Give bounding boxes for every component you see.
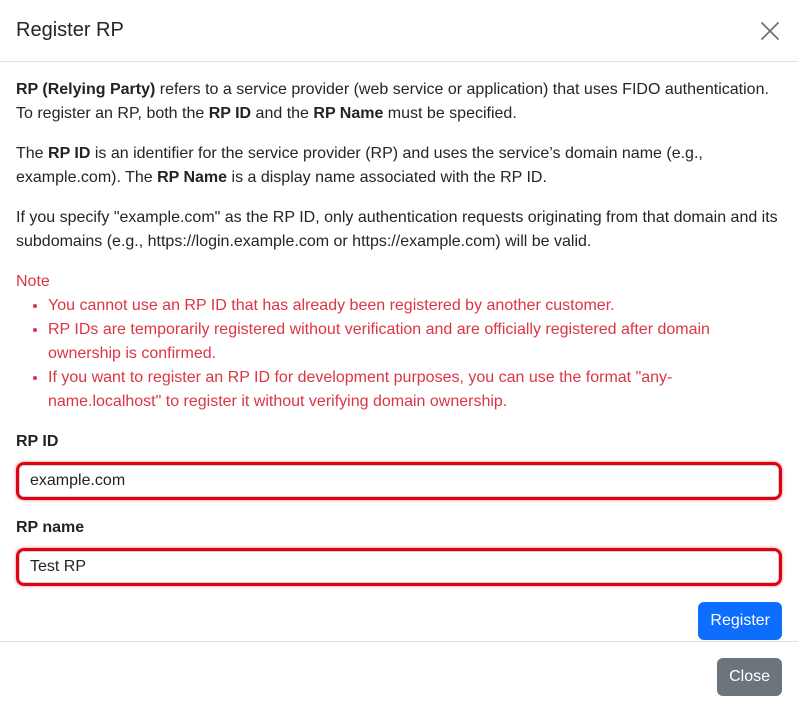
- term-rp-name: RP Name: [313, 105, 384, 122]
- rp-name-highlight: [16, 548, 782, 586]
- rp-name-input[interactable]: [19, 551, 779, 583]
- intro-text: refers to a service provider (web service or application) that uses FIDO authentication. To register an RP, both the: [16, 81, 769, 122]
- note-title: Note: [16, 273, 50, 290]
- intro-paragraph-3: If you specify "example.com" as the RP ID, only authentication requests originating from that domain and its subdomains (e.g., https://login.example.com or https://example.com) will be valid.: [16, 209, 778, 250]
- intro-paragraph-1: [16, 78, 782, 126]
- modal-footer: [0, 641, 798, 712]
- intro-text: The: [16, 145, 49, 162]
- intro-text: is an identifier for the service provider (RP) and uses the service’s domain name (e.g., example.com). The: [16, 145, 703, 186]
- term-rp-name: RP Name: [157, 169, 228, 186]
- list-item: • RP IDs are temporarily registered without verification and are officially registered after domain ownership is confirmed.: [48, 318, 782, 366]
- note-list: [16, 294, 782, 414]
- rp-id-input[interactable]: [19, 465, 779, 497]
- intro-paragraph-2: [16, 142, 782, 190]
- term-rp: RP (Relying Party): [16, 81, 156, 98]
- list-item: • If you want to register an RP ID for development purposes, you can use the format "any-name.localhost" to register it without verifying domain ownership.: [48, 366, 782, 414]
- close-icon[interactable]: [756, 17, 784, 45]
- rp-id-highlight: [16, 462, 782, 500]
- intro-text: and the: [251, 105, 314, 122]
- rp-name-label: RP name: [16, 519, 85, 536]
- list-item: • You cannot use an RP ID that has already been registered by another customer.: [48, 294, 782, 318]
- term-rp-id: RP ID: [208, 105, 252, 122]
- register-row: [16, 602, 782, 640]
- intro-text: must be specified.: [383, 105, 517, 122]
- intro-text: is a display name associated with the RP ID.: [227, 169, 547, 186]
- rp-id-label: RP ID: [16, 433, 59, 450]
- term-rp-id: RP ID: [48, 145, 91, 162]
- note-section: [16, 270, 782, 414]
- modal-title: Register RP: [16, 19, 124, 41]
- modal-header: [0, 0, 798, 62]
- modal-body: [0, 62, 798, 640]
- close-button[interactable]: Close: [717, 658, 782, 696]
- register-button[interactable]: Register: [698, 602, 782, 640]
